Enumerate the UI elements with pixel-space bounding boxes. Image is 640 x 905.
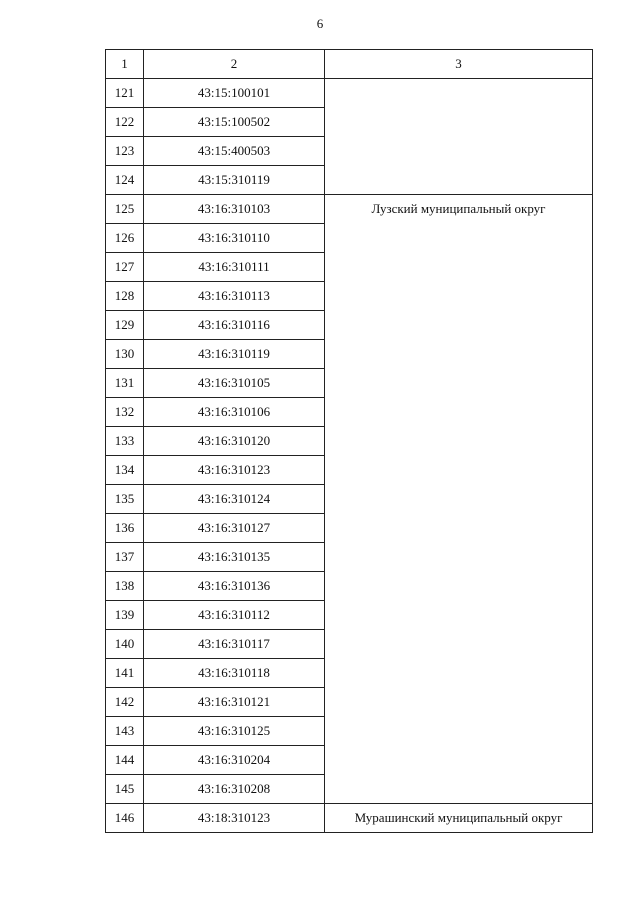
- row-number-cell: 130: [106, 340, 144, 369]
- row-number-cell: 145: [106, 775, 144, 804]
- row-number-cell: 129: [106, 311, 144, 340]
- row-number-cell: 127: [106, 253, 144, 282]
- row-number-cell: 132: [106, 398, 144, 427]
- row-number-cell: 142: [106, 688, 144, 717]
- column-header-code: 2: [144, 50, 325, 79]
- row-number-cell: 137: [106, 543, 144, 572]
- row-number-cell: 139: [106, 601, 144, 630]
- registry-table: [105, 49, 593, 833]
- cadastral-code-cell: 43:15:100502: [144, 108, 325, 137]
- cadastral-code-cell: 43:16:310204: [144, 746, 325, 775]
- row-number-cell: 126: [106, 224, 144, 253]
- cadastral-code-cell: 43:16:310105: [144, 369, 325, 398]
- cadastral-code-cell: 43:16:310120: [144, 427, 325, 456]
- row-number-cell: 123: [106, 137, 144, 166]
- table-row: [106, 804, 593, 833]
- cadastral-code-cell: 43:16:310110: [144, 224, 325, 253]
- cadastral-code-cell: 43:16:310135: [144, 543, 325, 572]
- row-number-cell: 138: [106, 572, 144, 601]
- cadastral-code-cell: 43:16:310124: [144, 485, 325, 514]
- cadastral-code-cell: 43:16:310116: [144, 311, 325, 340]
- row-number-cell: 136: [106, 514, 144, 543]
- table-row: [106, 79, 593, 108]
- cadastral-code-cell: 43:15:400503: [144, 137, 325, 166]
- column-header-number: 1: [106, 50, 144, 79]
- row-number-cell: 134: [106, 456, 144, 485]
- cadastral-code-cell: 43:16:310113: [144, 282, 325, 311]
- cadastral-code-cell: 43:16:310112: [144, 601, 325, 630]
- cadastral-code-cell: 43:15:100101: [144, 79, 325, 108]
- row-number-cell: 144: [106, 746, 144, 775]
- row-number-cell: 122: [106, 108, 144, 137]
- row-number-cell: 143: [106, 717, 144, 746]
- page-number: 6: [316, 16, 324, 31]
- cadastral-code-cell: 43:16:310208: [144, 775, 325, 804]
- cadastral-code-cell: 43:16:310127: [144, 514, 325, 543]
- table-header-row: [106, 50, 593, 79]
- region-cell-empty: [325, 79, 593, 195]
- cadastral-code-cell: 43:16:310103: [144, 195, 325, 224]
- row-number-cell: 131: [106, 369, 144, 398]
- row-number-cell: 121: [106, 79, 144, 108]
- cadastral-code-cell: 43:16:310117: [144, 630, 325, 659]
- row-number-cell: 133: [106, 427, 144, 456]
- cadastral-code-cell: 43:16:310121: [144, 688, 325, 717]
- row-number-cell: 141: [106, 659, 144, 688]
- cadastral-code-cell: 43:18:310123: [144, 804, 325, 833]
- cadastral-code-cell: 43:16:310111: [144, 253, 325, 282]
- table-body: [106, 79, 593, 833]
- region-cell: Лузский муниципальный округ: [325, 195, 593, 804]
- row-number-cell: 124: [106, 166, 144, 195]
- cadastral-code-cell: 43:16:310106: [144, 398, 325, 427]
- cadastral-code-cell: 43:16:310123: [144, 456, 325, 485]
- row-number-cell: 125: [106, 195, 144, 224]
- cadastral-code-cell: 43:16:310119: [144, 340, 325, 369]
- row-number-cell: 128: [106, 282, 144, 311]
- cadastral-code-cell: 43:16:310136: [144, 572, 325, 601]
- cadastral-code-cell: 43:15:310119: [144, 166, 325, 195]
- row-number-cell: 146: [106, 804, 144, 833]
- cadastral-code-cell: 43:16:310118: [144, 659, 325, 688]
- row-number-cell: 140: [106, 630, 144, 659]
- table-row: [106, 195, 593, 224]
- region-cell: Мурашинский муниципальный округ: [325, 804, 593, 833]
- row-number-cell: 135: [106, 485, 144, 514]
- column-header-region: 3: [325, 50, 593, 79]
- cadastral-code-cell: 43:16:310125: [144, 717, 325, 746]
